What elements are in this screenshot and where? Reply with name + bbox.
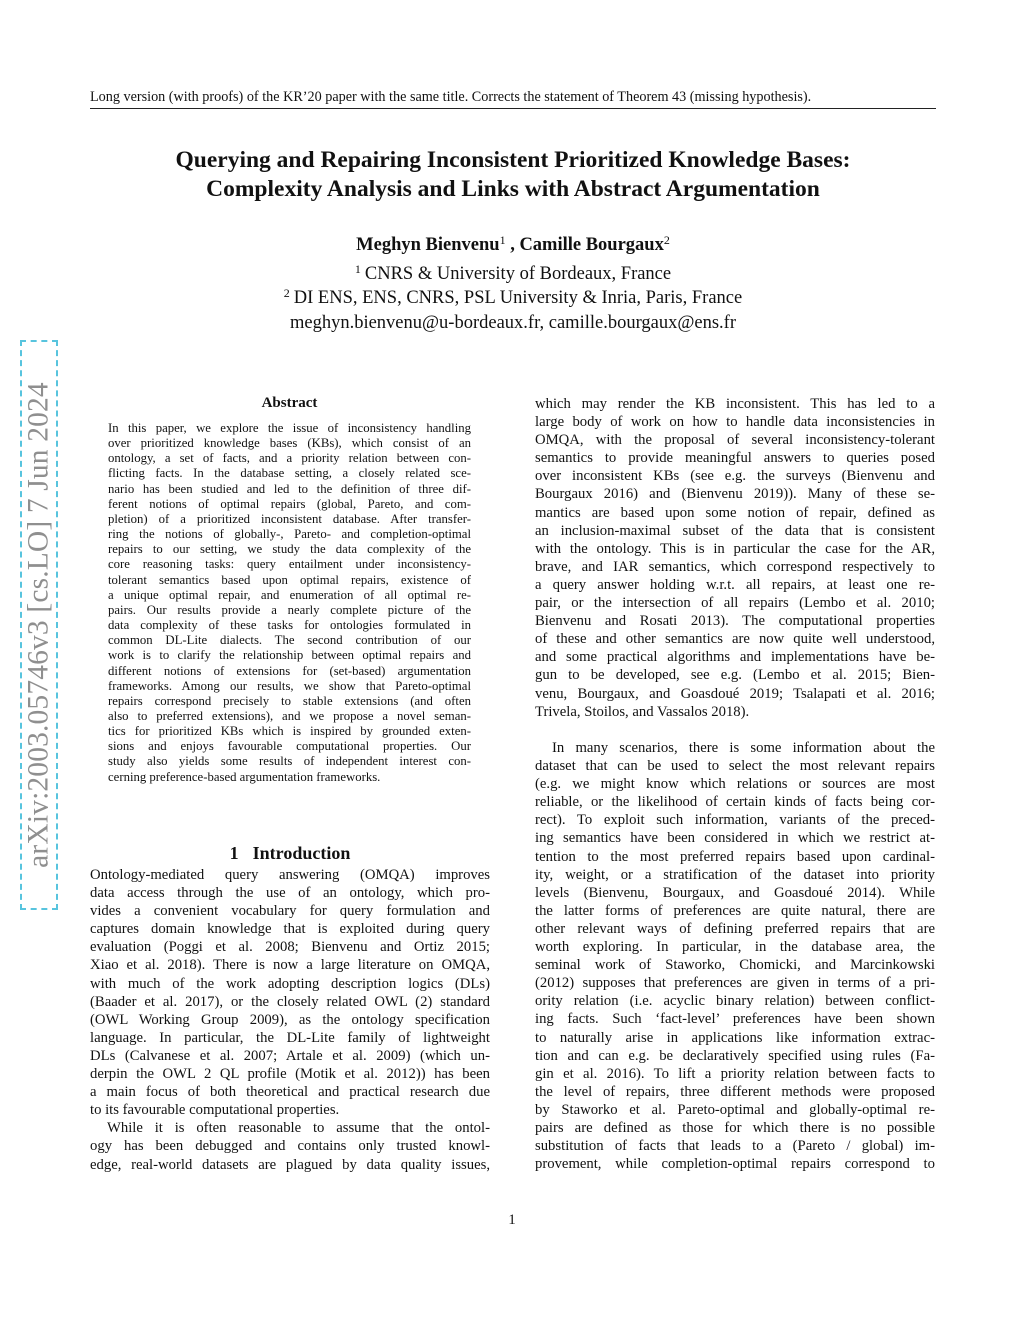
text-line: (e.g. we might know which relations or sources are most	[535, 776, 935, 793]
text-line: ing facts. Such ‘fact-level’ preferences have been shown	[535, 1011, 935, 1028]
affiliation-text: CNRS & University of Bordeaux, France	[364, 264, 672, 284]
text-line: In this paper, we explore the issue of inconsistency handling	[108, 421, 471, 435]
text-line: ogy has been debugged and contains only trusted knowl-	[90, 1138, 490, 1155]
text-line: the level of repairs, three different methods were proposed	[535, 1083, 935, 1100]
text-line: gin et al. 2016). To lift a priority relation between facts to	[535, 1065, 935, 1082]
affiliation-text: DI ENS, ENS, CNRS, PSL University & Inria, Paris, France	[293, 288, 743, 308]
text-line: mantics are based upon some notion of repair, defined as	[535, 504, 935, 521]
text-line: with the ontology. This is in particular the case for the AR,	[535, 540, 935, 557]
text-line: repairs correspond precisely to stable extensions (and often	[108, 693, 471, 708]
text-line: edge, real-world datasets are plagued by data quality issues,	[90, 1156, 490, 1173]
text-line: ing semantics have been considered in which we restrict at-	[535, 830, 935, 847]
text-line: pairs are defined as those for which there is no possible	[535, 1119, 935, 1136]
text-line: provement, while completion-optimal repairs correspond to	[535, 1156, 935, 1173]
text-line: ring the notions of globally-, Pareto- and completion-optimal	[108, 527, 471, 542]
text-line: pair, or the intersection of all repairs (Lembo et al. 2010;	[535, 595, 935, 612]
text-line: repairs to our setting, we study the data complexity of the	[108, 542, 471, 557]
text-line: and some practical algorithms and implementations have be-	[535, 649, 935, 666]
text-line: sions and enjoys favourable computational properties. Our	[108, 739, 471, 754]
text-line: levels (Bienvenu, Bourgaux, and Goasdoué 2014). While	[535, 884, 935, 901]
text-line: While it is often reasonable to assume that the ontol-	[107, 1120, 490, 1137]
text-line: data access through the use of an ontology, which pro-	[90, 885, 490, 902]
text-line: ontology, a set of facts, and a priority relation between con-	[108, 451, 471, 466]
author-emails[interactable]: meghyn.bienvenu@u-bordeaux.fr, camille.bourgaux@ens.fr	[289, 313, 737, 333]
text-line: to its favourable computational properties.	[90, 1102, 340, 1119]
text-line: OMQA, with the proposal of several inconsistency-tolerant	[535, 432, 935, 449]
text-line: Trivela, Stoilos, and Vassalos 2018).	[535, 703, 750, 720]
author-separator: ,	[505, 235, 520, 255]
text-line: different notions of extensions for (set-based) argumentation	[108, 663, 471, 678]
text-line: a main focus of both theoretical and practical research due	[90, 1084, 490, 1101]
text-line: seminal work of Staworko, Chomicki, and Marcinkowski	[535, 957, 935, 974]
paragraph	[535, 395, 935, 721]
text-line: which may render the KB inconsistent. This has led to a	[535, 396, 935, 412]
text-line: an inclusion-maximal subset of the data that is consistent	[535, 522, 935, 539]
text-line: venu, Bourgaux, and Goasdoué 2019; Tsalapati et al. 2016;	[535, 685, 935, 702]
text-line: (Baader et al. 2017), or the closely related OWL (2) standard	[90, 993, 490, 1010]
text-line: reliable, or the likelihood of certain kinds of facts being cor-	[535, 794, 935, 811]
text-line: (2012) supposes that preferences are given in terms of a pri-	[535, 975, 935, 992]
paragraph	[90, 1119, 490, 1173]
author-affiliation-mark: 1	[499, 233, 506, 247]
text-line: data complexity of these tasks for ontologies formulated in	[108, 618, 471, 633]
paper-title	[90, 146, 936, 203]
text-line: language. In particular, the DL-Lite family of lightweight	[90, 1029, 490, 1046]
arxiv-identifier[interactable]: arXiv:2003.05746v3 [cs.LO] 7 Jun 2024	[22, 382, 55, 868]
affiliation-mark: 2	[283, 286, 290, 300]
text-line: ferent notions of optimal repairs (global, Pareto, and com-	[108, 496, 471, 511]
title-line-1: Querying and Repairing Inconsistent Prioritized Knowledge Bases:	[175, 147, 851, 173]
text-line: Ontology-mediated query answering (OMQA) improves	[90, 867, 490, 883]
text-line: Bourgaux 2016) and (Bienvenu 2019)). Many of these se-	[535, 486, 935, 503]
text-line: of these and other semantics are now quite well understood,	[535, 631, 935, 648]
text-line: study also yields some results of independent interest con-	[108, 754, 471, 769]
text-line: other relevant ways of defining preferred repairs that are	[535, 920, 935, 937]
text-line: common DL-Lite dialects. The second contribution of our	[108, 633, 471, 648]
affiliation-1	[90, 262, 936, 286]
text-line: derpin the OWL 2 QL profile (Motik et al. 2012)) has been	[90, 1066, 490, 1083]
text-line: with much of the work adopting description logics (DLs)	[90, 975, 490, 992]
text-line: captures domain knowledge that is exploited during query	[90, 921, 490, 938]
text-line: substitution of facts that leads to a (Pareto / global) im-	[535, 1138, 935, 1155]
text-line: over prioritized knowledge bases (KBs), which consist of an	[108, 436, 471, 451]
arxiv-stamp[interactable]	[20, 340, 58, 910]
author-name: Camille Bourgaux	[519, 235, 664, 255]
text-line: DLs (Calvanese et al. 2007; Artale et al. 2009) (which un-	[90, 1047, 490, 1064]
text-line: evaluation (Poggi et al. 2008; Bienvenu and Ortiz 2015;	[90, 939, 490, 956]
text-line: In many scenarios, there is some information about the	[552, 740, 935, 756]
header-note: Long version (with proofs) of the KR’20 paper with the same title. Corrects the statement of Theorem 43 (missing hypothesis).	[90, 88, 936, 109]
text-line: a query answer holding w.r.t. all repairs, at least one re-	[535, 576, 935, 593]
text-line: gun to be developed, see e.g. (Lembo et al. 2015; Bien-	[535, 667, 935, 684]
text-line: core reasoning tasks: query entailment under inconsistency-	[108, 557, 471, 572]
text-line: vides a convenient vocabulary for query formulation and	[90, 903, 490, 920]
author-name: Meghyn Bienvenu	[356, 235, 500, 255]
left-column-text	[90, 866, 490, 1174]
text-line: (OWL Working Group 2009), as the ontology specification	[90, 1011, 490, 1028]
text-line: Xiao et al. 2018). There is now a large literature on OMQA,	[90, 957, 490, 974]
text-line: also to preferred extensions), and we propose a novel seman-	[108, 708, 471, 723]
text-line: dataset that can be used to select the most relevant repairs	[535, 758, 935, 775]
text-line: pletion) of a prioritized inconsistent database. After transfer-	[108, 511, 471, 526]
text-line: frameworks. Among our results, we show that Pareto-optimal	[108, 678, 471, 693]
text-line: ity, weight, or a stratification of the dataset into priority	[535, 866, 935, 883]
section-title: Introduction	[252, 843, 351, 863]
text-line: to naturally arise in applications like information extrac-	[535, 1029, 935, 1046]
text-line: semantics to provide meaningful answers to queries posed	[535, 450, 935, 467]
affiliation-2	[90, 286, 936, 310]
text-line: brave, and IAR semantics, which correspond respectively to	[535, 558, 935, 575]
text-line: over inconsistent KBs (see e.g. the surveys (Bienvenu and	[535, 468, 935, 485]
paragraph	[90, 866, 490, 1119]
text-line: worth exploring. In particular, in the database area, the	[535, 939, 935, 956]
text-line: pairs. Our results provide a nearly complete picture of the	[108, 602, 471, 617]
title-line-2: Complexity Analysis and Links with Abstract Argumentation	[206, 175, 820, 202]
page-number: 1	[508, 1212, 516, 1228]
text-line: rect). To exploit such information, variants of the preced-	[535, 812, 935, 829]
text-line: tolerant semantics based upon optimal repairs, existence of	[108, 572, 471, 587]
text-line: cerning preference-based argumentation frameworks.	[108, 769, 381, 784]
text-line: by Staworko et al. Pareto-optimal and globally-optimal re-	[535, 1101, 935, 1118]
text-line: a unique optimal repair, and enumeration of all optimal re-	[108, 587, 471, 602]
text-line: Bienvenu and Rosati 2013). The computational properties	[535, 613, 935, 630]
section-number: 1	[229, 843, 239, 863]
text-line: nario has been studied and led to the definition of three dif-	[108, 481, 471, 496]
text-line: flicting facts. In the database setting, a closely related sce-	[108, 466, 471, 481]
text-line: tention to the most preferred repairs based upon cardinal-	[535, 848, 935, 865]
text-line: tics for prioritized KBs which is inspired by grounded exten-	[108, 724, 471, 739]
affiliation-mark: 1	[354, 262, 361, 276]
author-affiliation-mark: 2	[663, 233, 670, 247]
author-list	[90, 233, 936, 257]
abstract-heading: Abstract	[261, 395, 318, 411]
abstract-body	[108, 421, 471, 785]
text-line: large body of work on how to handle data inconsistencies in	[535, 414, 935, 431]
paragraph	[535, 739, 935, 1173]
section-heading	[90, 842, 490, 864]
text-line: the latter forms of preferences are quite natural, there are	[535, 902, 935, 919]
text-line: ority relation (i.e. acyclic binary relation) between conflict-	[535, 993, 935, 1010]
text-line: work is to clarify the relationship between optimal repairs and	[108, 648, 471, 663]
text-line: tion and can e.g. be declaratively specified using rules (Fa-	[535, 1047, 935, 1064]
